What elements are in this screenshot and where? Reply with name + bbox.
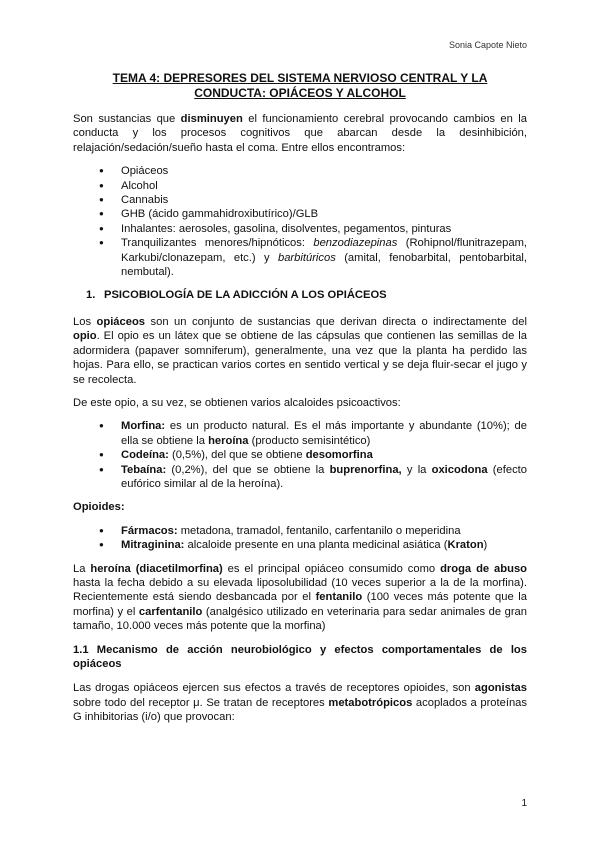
page-content xyxy=(73,71,527,734)
list-item: ● Fármacos: metadona, tramadol, fentanilo, carfentanilo o meperidina xyxy=(121,524,527,538)
opioides-heading: Opioides: xyxy=(73,501,125,514)
list-item: ● GHB (ácido gammahidroxibutírico)/GLB xyxy=(121,207,527,221)
document-title xyxy=(73,71,527,101)
list-item: ● Tebaína: (0,2%), del que se obtiene la buprenorfina, y la oxicodona (efecto eufórico similar al de la heroína). xyxy=(121,463,527,492)
list-item: ● Opiáceos xyxy=(121,164,527,178)
list-item: ● Cannabis xyxy=(121,193,527,207)
list-item: ● Inhalantes: aerosoles, gasolina, disolventes, pegamentos, pinturas xyxy=(121,222,527,236)
intro-paragraph: Son sustancias que disminuyen el funcionamiento cerebral provocando cambios en la conducta y los procesos cognitivos que abarcan desde la desinhibición, relajación/sedación/sueño hasta el coma. Entre ellos encontramos: xyxy=(73,113,527,154)
opioides-list xyxy=(73,524,527,553)
list-item: ● Codeína: (0,5%), del que se obtiene desomorfina xyxy=(121,448,527,462)
section-heading: 1. PSICOBIOLOGÍA DE LA ADICCIÓN A LOS OPIÁCEOS xyxy=(86,289,387,302)
subsection-heading: 1.1 Mecanismo de acción neurobiológico y efectos comportamentales de los opiáceos xyxy=(73,643,527,670)
list-item: ● Mitraginina: alcaloide presente en una planta medicinal asiática (Kraton) xyxy=(121,538,527,552)
list-item: ● Tranquilizantes menores/hipnóticos: benzodiazepinas (Rohipnol/flunitrazepam, Karkubi/clonazepam, etc.) y barbitúricos (amital, fenobarbital, pentobarbital, nembutal). xyxy=(121,236,527,279)
title-line-2: CONDUCTA: OPIÁCEOS Y ALCOHOL xyxy=(194,86,406,100)
list-item: ● Alcohol xyxy=(121,179,527,193)
mecanismo-paragraph: Las drogas opiáceos ejercen sus efectos a través de receptores opioides, son agonistas sobre todo del receptor μ. Se tratan de receptores metabotrópicos acoplados a proteínas G inhibitorias (i/o) que provocan: xyxy=(73,682,527,724)
header-author: Sonia Capote Nieto xyxy=(448,40,527,50)
list-item: ● Morfina: es un producto natural. Es el más importante y abundante (10%); de ella se obtiene la heroína (producto semisintético) xyxy=(121,419,527,448)
opiaceos-paragraph: Los opiáceos son un conjunto de sustancias que derivan directa o indirectamente del opio. El opio es un látex que se obtiene de las cápsulas que contienen las semillas de la adormidera (papaver somniferum), generalmente, una vez que la planta ha perdido las hojas. Para ello, se practican varios cortes en sentido vertical y se deja fluir-secar el jugo y se recolecta. xyxy=(73,315,527,386)
heroina-paragraph: La heroína (diacetilmorfina) es el principal opiáceo consumido como droga de abuso hasta la fecha debido a su elevada liposolubilidad (10 veces superior a la de la morfina). Recientemente está siendo desbancada por el fentanilo (100 veces más potente que la morfina) y el carfentanilo (analgésico utilizado en veterinaria para sedar animales de gran tamaño, 10.000 veces más potente que la morfina) xyxy=(73,562,528,633)
alcaloides-paragraph: De este opio, a su vez, se obtienen varios alcaloides psicoactivos: xyxy=(73,396,401,409)
alcaloides-list xyxy=(73,419,527,491)
page-number: 1 xyxy=(521,798,527,809)
substance-list xyxy=(73,164,527,279)
title-line-1: TEMA 4: DEPRESORES DEL SISTEMA NERVIOSO CENTRAL Y LA xyxy=(112,71,488,85)
